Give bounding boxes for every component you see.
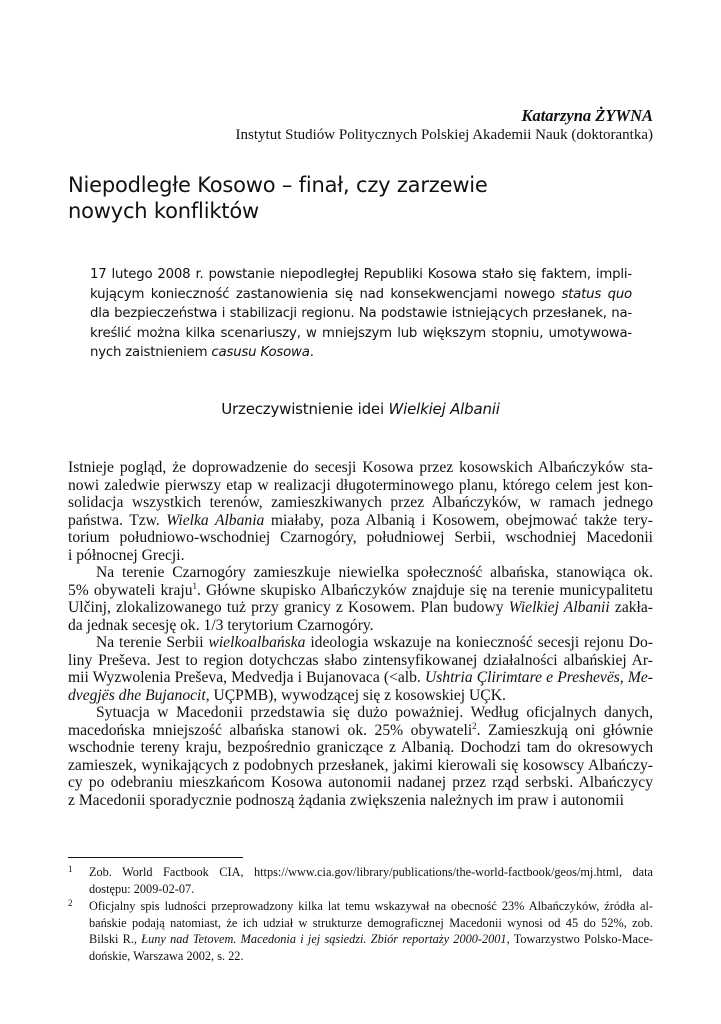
- text-line: [68, 634, 653, 652]
- text-segment: Oficjalny spis ludności przeprowadzony kilka lat temu wskazywał na obecność 23% Albańczyków, źródła al-: [89, 899, 653, 913]
- paragraph: [68, 634, 653, 704]
- text-segment: , UÇPMB), wywodzącej się z kosowskiej UÇK.: [205, 686, 506, 704]
- text-segment: torium południowo-wschodniej Czarnogóry, południowej Serbii, wschodniej Macedonii: [68, 529, 653, 546]
- text-line: [90, 285, 632, 305]
- text-segment: .: [309, 345, 314, 360]
- footnote-number: 1: [68, 864, 73, 874]
- footnote-reference[interactable]: 2: [472, 720, 477, 731]
- text-line: [68, 652, 653, 670]
- footnote-reference[interactable]: 1: [192, 580, 197, 591]
- title-line: Niepodległe Kosowo – finał, czy zarzewie: [68, 173, 488, 197]
- text-line: [89, 864, 653, 881]
- text-segment: Na terenie Czarnogóry zamieszkuje niewielka społeczność albańska, stanowiąca ok.: [96, 564, 653, 581]
- text-segment: Istnieje pogląd, że doprowadzenie do secesji Kosowa przez kosowskich Albańczyków sta-: [68, 459, 653, 476]
- text-segment: Sytuacja w Macedonii przedstawia się dużo poważniej. Według oficjalnych danych,: [96, 704, 653, 721]
- text-segment: solidacja wszystkich terenów, zamieszkiwanych przez Albańczyków, w ramach jednego: [68, 494, 653, 511]
- text-segment: kreślić można kilka scenariuszy, w mniejszym lub większym stopniu, umotywowa-: [90, 325, 632, 341]
- text-segment: status quo: [561, 286, 632, 302]
- title-line: nowych konfliktów: [68, 199, 259, 223]
- text-segment: państwa. Tzw.: [68, 511, 167, 529]
- text-line: [68, 739, 653, 757]
- text-segment: 5% obywateli kraju: [68, 581, 193, 599]
- text-segment: zakła-: [609, 599, 653, 616]
- text-segment: Ulčinj, zlokalizowanego tuż przy granicy z Kosowem. Plan budowy: [68, 599, 509, 616]
- text-segment: dońskie, Warszawa 2002, s. 22.: [89, 948, 244, 963]
- text-segment: Na terenie Serbii: [96, 634, 209, 651]
- text-segment: Bilski R.,: [89, 932, 142, 946]
- text-segment: casusu Kosowa: [211, 345, 310, 360]
- author-name: Katarzyna ŻYWNA: [521, 106, 653, 125]
- text-line: [89, 898, 653, 915]
- text-line: [90, 343, 632, 363]
- text-segment: i północnej Grecji.: [68, 546, 185, 564]
- text-segment: wielkoalbańska: [208, 634, 306, 651]
- text-segment: mii Wyzwolenia Preševa, Medvedja i Bujanovaca (<alb.: [68, 669, 425, 686]
- text-line: [90, 304, 632, 324]
- text-segment: liny Preševa. Jest to region dotychczas słabo zintensyfikowanej działalności albańskiej Ar-: [68, 651, 653, 669]
- text-line: [68, 669, 653, 687]
- text-segment: macedońska mniejszość albańska stanowi ok. 25% obywateli: [68, 721, 473, 739]
- paragraph: [68, 704, 653, 809]
- text-segment: dostępu: 2009-02-07.: [89, 881, 195, 896]
- text-line: [68, 774, 653, 792]
- text-segment: cy po odebraniu mieszkańcom Kosowa autonomii nadanej przez rząd serbski. Albańczycy: [68, 774, 653, 791]
- text-segment: bańskie podają natomiast, że ich udział w strukturze demograficznej Macedonii wynosi od 45 do 52%, zob.: [89, 915, 653, 930]
- text-segment: da jednak secesję ok. 1/3 terytorium Czarnogóry.: [68, 616, 374, 634]
- text-line: [68, 599, 653, 617]
- text-segment: Łuny nad Tetovem. Macedonia i jej sąsiedzi. Zbiór reportaży 2000-2001: [141, 932, 507, 946]
- text-line: [68, 582, 653, 600]
- text-line: [68, 459, 653, 477]
- text-segment: dvegjës dhe Bujanocit: [68, 686, 206, 704]
- abstract: [90, 265, 632, 363]
- text-line: [68, 477, 653, 495]
- text-line: [68, 704, 653, 722]
- text-segment: 17 lutego 2008 r. powstanie niepodległej Republiki Kosowa stało się faktem, impli-: [90, 267, 632, 282]
- text-line: [68, 564, 653, 582]
- text-line: [68, 722, 653, 740]
- text-segment: Wielka Albania: [166, 511, 265, 529]
- text-line: [68, 547, 653, 565]
- text-segment: miałaby, poza Albanią i Kosowem, obejmować także tery-: [264, 511, 653, 529]
- text-line: [90, 324, 632, 344]
- text-segment: . Zamieszkują oni głównie: [476, 721, 653, 739]
- text-segment: wschodnie tereny kraju, bezpośrednio graniczące z Albanią. Dochodzi tam do okresowych: [68, 739, 653, 756]
- text-line: [89, 948, 653, 965]
- text-segment: Wielkiej Albanii: [508, 599, 610, 616]
- footnote: [68, 898, 653, 964]
- paragraph: [68, 459, 653, 564]
- text-segment: , Towarzystwo Polsko-Mace-: [506, 932, 654, 946]
- footnote-number: 2: [68, 898, 73, 908]
- footnotes: [68, 864, 653, 965]
- text-line: [68, 792, 653, 810]
- text-line: [68, 512, 653, 530]
- author-affiliation: Instytut Studiów Politycznych Polskiej Akademii Nauk (doktorantka): [235, 127, 653, 143]
- text-line: [68, 494, 653, 512]
- text-line: [89, 931, 653, 948]
- text-segment: Wielkiej Albanii: [388, 400, 500, 418]
- text-segment: kującym konieczność zastanowienia się nad konsekwencjami nowego: [90, 286, 562, 302]
- text-segment: ideologia wskazuje na konieczność secesji rejonu Do-: [305, 634, 654, 651]
- text-segment: . Główne skupisko Albańczyków znajduje się na terenie municypalitetu: [197, 581, 653, 599]
- footnote: [68, 864, 653, 897]
- footnote-divider: [68, 857, 243, 858]
- text-segment: nowi zaledwie pierwszy etap w realizacji długoterminowego planu, którego celem jest kon-: [68, 476, 653, 494]
- text-line: [90, 265, 632, 285]
- text-line: [68, 617, 653, 635]
- text-line: [89, 881, 653, 898]
- text-line: [68, 757, 653, 775]
- text-line: [89, 915, 653, 932]
- section-heading: [0, 400, 721, 418]
- body-text: [68, 459, 653, 809]
- text-segment: Zob. World Factbook CIA, https://www.cia.gov/library/publications/the-world-factbook/geos/mj.html, data: [89, 865, 653, 879]
- text-line: [68, 687, 653, 705]
- text-segment: Ushtria Çlirimtare e Preshevës, Me-: [424, 669, 653, 686]
- text-segment: Urzeczywistnienie idei: [221, 400, 389, 418]
- text-segment: zamieszek, wynikających z podobnych przesłanek, jakimi kierowali się kosowscy Albańczy-: [68, 756, 653, 774]
- text-segment: dla bezpieczeństwa i stabilizacji regionu. Na podstawie istniejących przesłanek, na-: [90, 306, 632, 321]
- paragraph: [68, 564, 653, 634]
- text-line: [68, 529, 653, 547]
- article-title: [68, 172, 488, 224]
- text-segment: z Macedonii sporadycznie podnoszą żądania zwiększenia należnych im praw i autonomii: [68, 791, 624, 809]
- text-segment: nych zaistnieniem: [90, 345, 212, 360]
